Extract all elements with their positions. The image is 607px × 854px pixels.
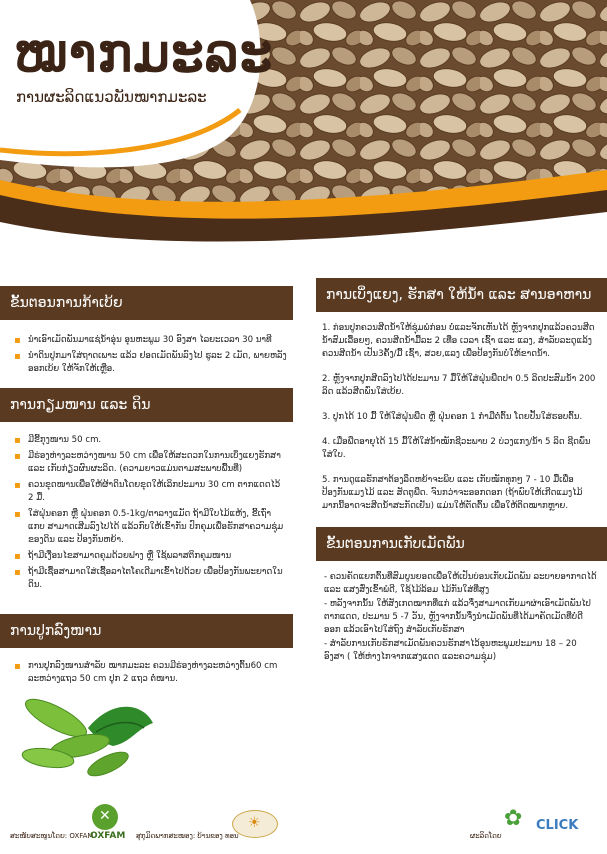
list-item: - ສຳລັບການເກັບຮັກສາເມັດພັນຄວນຮັກສາໄວ້ອຸນຫະພູມປະມານ 18 – 20 ອົງສາ ( ໃຫ້ຫ່າງໄກຈາກແສງແດດ ແລະຄວາມຊຸ່ມ) [324,639,577,662]
oxfam-icon: ✕ [99,808,111,824]
hero-banner [0,0,607,268]
section-heading-care: ການເບິ່ງແຍງ, ຮັກສາ ໃຫ້ນ້ຳ ແລະ ສານອາຫານ [316,278,607,312]
section-heading-plant: ການປູກລົງໜານ [0,614,293,648]
oxfam-logo [92,804,118,830]
soil-list [0,434,293,592]
producer-label: ຜະລິດໂດຍ [470,832,502,840]
oxfam-text: OXFAM [90,831,126,841]
list-item: ▪ ຖ້າມີເງື່ອນໄຂສາມາດຄຸມດ້ວຍຟາງ ຫຼື ໃຊ້ພລາສຕິກຄຸມໜານ [14,550,287,563]
list-item: 1. ກ່ອນປູກຄວນສີດນ້ຳໃຫ້ຊຸ່ມພໍກ່ອນ ບໍ່ແລະຈັກເຫັນໄດ້ ຫຼັງຈາກປູກແລ້ວຄວນສີດນ້ຳສົມເລື້ອຍໆ, ຄວນສີດນ້ຳມື້ລະ 2 ເທື່ອ ເວລາ ເຊົ້າ ແລະ ແລງ, ສຳລັບລະດູແລ້ງຄວນສີດນ້ຳ ເປັນ3ຄັ້ງ/ມື້ ເຊົ້າ, ສວຍ,ແລງ ເພື່ອປ້ອງກັນບໍ່ໃຫ້ຂາດນ້ຳ. [322,323,595,359]
click-logo [500,806,530,836]
page-subtitle: ການຜະລິດແນວພັນໝາກມະລະ [16,88,207,106]
list-item: 5. ການດູແລຮັກສາຕ້ອງລຶດຫຍ້າຈະພິບ ແລະ ເກັບໝັກທຸກໆ 7 - 10 ມື້ເພື່ອປ້ອງກັນແມງໄມ້ ແລະ ສັດຕູພືດ. ຈົນກວ່າຈະອອກດອກ (ຖ້າພົບໃຫ້ເກີດແມງໄມ້ມາກນີ້ອາດຈະສີດນ້ຳສະກັດເຢັນ) ແມ່ນໃຫ້ຕັດຕົ້ນ ເພື່ອໃຫ້ຕິດໝາກຫຼາຍ. [322,475,583,511]
list-item: - ຄວນຄັດແຍກຕົ້ນທີ່ສົມບູນຍອດເພື່ອໃຫ້ເປັນບ່ອນເກັບເມັດພັນ ລະບາຍອາກາດໄດ້ ແລະ ແສງສົ່ງເຂົ້າພໍດີ, ໃຊ້ໄມ້ລ້ອມ ໄມ້ກັນໃສ່ທີ່ສູງ [324,572,597,595]
list-item: ▪ ຄວນຂຸດໜານເພື່ອໃຫ້ຜ້າດິນໂດຍຂຸດໃຫ້ເລິກປະມານ 30 cm ຕາກແດດໄວ້ 2 ມື້. [14,479,287,505]
list-item: ▪ ນຳເອົາເມັດພັນມາແຊ່ນ້ຳອຸ່ນ ອຸນຫະພູມ 30 ອົງສາ ໄລຍະເວລາ 30 ນາທີ [14,334,287,347]
section-heading-soil: ການກຽມໜານ ແລະ ດິນ [0,388,293,422]
list-item: 2. ຫຼັງຈາກປູກສີດລົງໄປໄດ້ປະມານ 7 ມື້ໃຫ້ໃສ່ຝຸ່ນພືດປາ 0.5 ລິດປະສົມນ້ຳ 200 ລິດ ແລ້ວສີດພົ່ນໃສ່ເບ້ຍ. [322,374,596,397]
list-item: 4. ເມື່ອພືດອາຍຸໄດ້ 15 ມື້ໃຫ້ໃສ່ນ້ຳໝັກຊີວະພາບ 2 ບ່ວງແກງ/ນ້ຳ 5 ລິດ ຊີດພົ່ນໃສ່ໃບ. [322,437,591,460]
footer [0,800,607,854]
list-item: ▪ ຖ້າມີເຊື້ອສາມາດໃສ່ເຊື້ອລາໄຕໂຄເດີມາເຂົ້າໄປດ້ວຍ ເພື່ອປ້ອງກັນພະຍາດໃນດິນ. [14,566,287,592]
coop-logo [232,810,278,838]
bitter-gourd-image [18,688,158,780]
list-item: ▪ ມີຮ່ອງຫ່າງລະຫວ່າງໜານ 50 cm ເພື່ອໃຫ້ສະດວກໃນການເບິ່ງແຍງຮັກສາ ແລະ ເກັບກ່ຽວຜົນຜະລິດ. (ຄວາມຍາວແມ່ນຕາມສະພາບພື້ນທີ່) [14,450,287,476]
list-item: ▪ ນຳດິນປູກມາໃສ່ຖາດເພາະ ແລ້ວ ຢອດເມັດພັນລົງໄປ ຮູລະ 2 ເມັດ, ພາຍຫລັງອອກເບ້ຍ ໃຫ້ຈັກໃຫ້ເຫຼືອ. [14,350,287,376]
prep-list [0,334,293,376]
left-column [0,278,293,689]
support-label: ສະໜັບສະໜູນໂດຍ: OXFAM [10,832,94,840]
flower-icon: ✿ [504,806,523,831]
care-steps [316,322,607,513]
list-item: ▪ ການປູກລົງໜານສຳລັບ ໝາກມະລະ ຄວນມີຮ່ອງຫ່າງລະຫວ່າງຕົ້ນ60 cm ລະຫວ່າງແຖວ 50 cm ປູກ 2 ແຖວ ຕໍ່ໜານ. [14,660,287,686]
section-heading-seed: ຂັ້ນຕອນການເກັບເມັດພັນ [316,527,607,561]
coop-label: ສຸກຸມິດພາກສະໜອງ: ບ້ານຂອງ ທອນ [136,832,239,840]
page-title: ໝາກມະລະ [14,23,274,84]
right-column [316,278,607,665]
list-item: ▪ ມີຂີ້ກຸງໜານ 50 cm. [14,434,287,447]
section-heading-prep: ຂັ້ນຕອນການກ້າເບ້ຍ [0,286,293,320]
click-text: CLICK [536,818,579,833]
list-item: 3. ປູກໄດ້ 10 ມື້ ໃຫ້ໃສ່ຝຸ່ນພືດ ຫຼື ຝຸ່ນຄອກ 1 ກຳມືຕໍ່ຕົ້ນ ໂດຍປັ້ນໃສ່ຮອບຕົ້ນ. [322,412,583,422]
list-item: ▪ ໃສ່ຝຸ່ນຄອກ ຫຼື ຝຸ່ນຄອກ 0.5-1kg/ຕາລາງແມັດ ຖ້າມີໃບໄມ້ແຫ້ງ, ຂີ້ເຖົ່າແກບ ສາມາດເສີມລົງໄປໄດ້ ແລ້ວກົບໃຫ້ເຂົ້າກັນ ປົກຄຸມເພື່ອຮັກສາຄວາມຊຸ່ມຂອງດິນ ແລະ ປ້ອງກັນຫຍ້າ. [14,508,287,547]
sun-icon: ☀ [248,815,261,831]
list-item: - ຫລັງຈາກນັ້ນ ໃຫ້ສັງເກດໝາກທີ່ແກ່ ແລ້ວຈຶ່ງສາມາດເກັບມາຜ່າເອົາເມັດພັນໄປຕາກແດດ, ປະມານ 5 -7 ວັນ, ຫຼັງຈາກນັ້ນຈຶ່ງນຳເມັດພັນທີ່ໄດ້ມາຄັດເມັດທີ່ບໍ່ດີ ອອກ ແລ້ວເອົາໄປໃສ່ຖົງ ສຳລັບເກັບຮັກສາ [324,599,591,635]
plant-list [0,660,293,686]
seed-list [316,571,607,664]
